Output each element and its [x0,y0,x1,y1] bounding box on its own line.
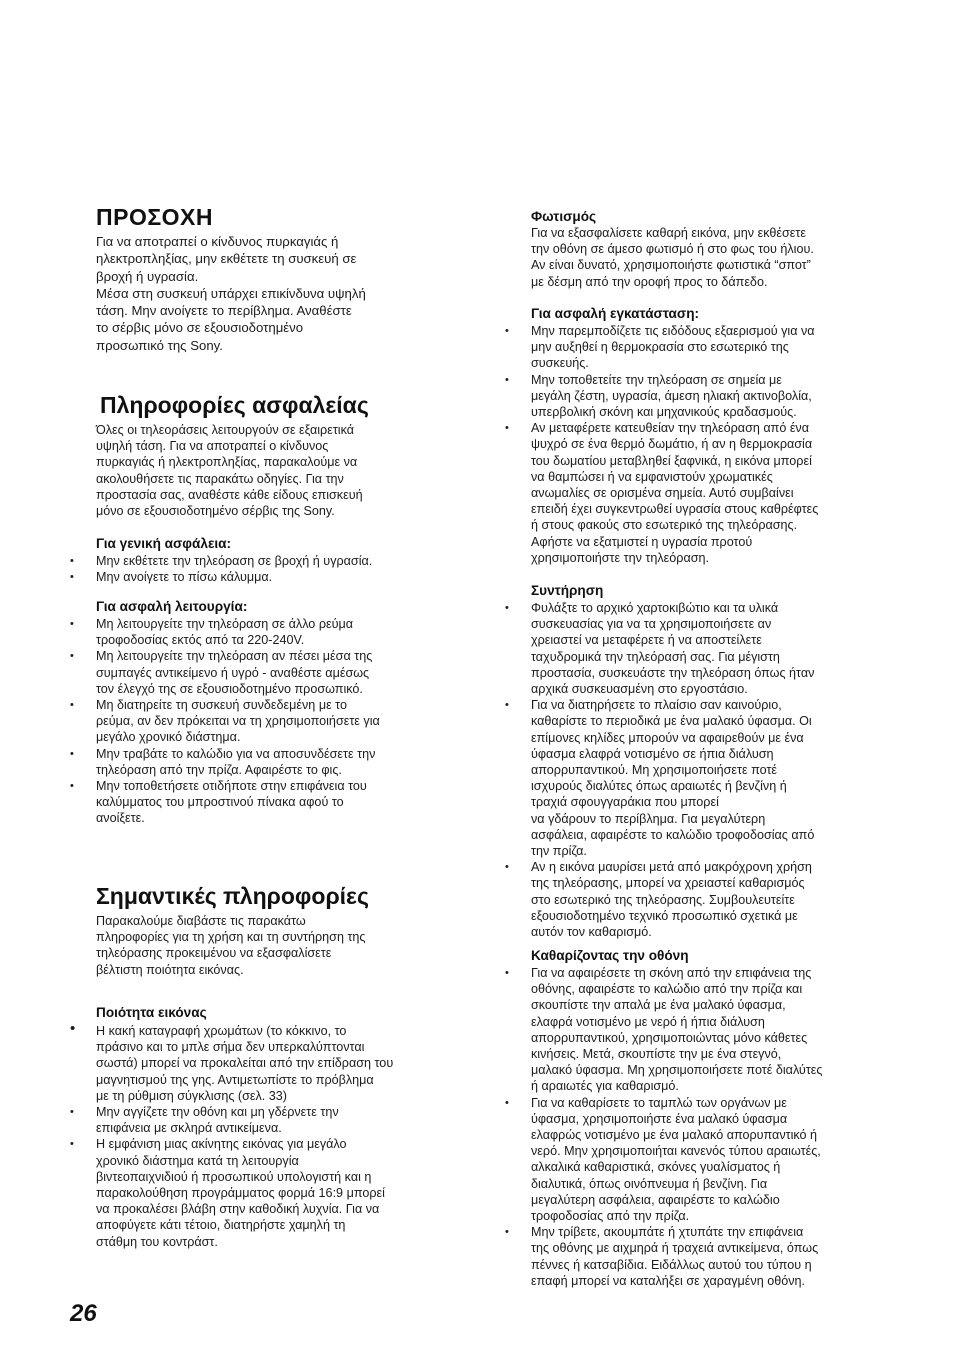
maintenance-heading: Συντήρηση [531,583,604,598]
cleaning-section [505,948,889,1289]
safety-section [96,392,458,519]
list-item: • Για να καθαρίσετε το ταμπλώ των οργάνων με ύφασμα, χρησιμοποιήστε ένα μαλακό ύφασμα ελαφρώς νοτισμένο με ένα μαλακό απορυπαντικό ή νερό. Μην χρησιμοποιήται κανενός τύπου αραιωτές, αλκαλικά καθαριστικά, σκόνες γυαλίσματος ή διαλυτικά, όπως οινόπνευμα ή βενζίνη. Για μεγαλύτερη ασφάλεια, αφαιρέστε το καλώδιο τροφοδοσίας από την πρίζα. [505,1095,821,1224]
list-item: • Φυλάξτε το αρχικό χαρτοκιβώτιο και τα υλικά συσκευασίας για να τα χρησιμοποιήσετε αν χρειαστεί να μεταφέρετε ή να αποστείλετε ταχυδρομικά την τηλεόρασή σας. Για μέγιστη προστασία, συσκευάστε την τηλεόραση όπως ήταν αρχικά συσκευασμένη στο εργοστάσιο. [505,601,815,697]
safety-intro: Όλες οι τηλεοράσεις λειτουργούν σε εξαιρετικά υψηλή τάση. Για να αποτραπεί ο κίνδυνος πυρκαγιάς ή ηλεκτροπληξίας, παρακαλούμε να ακολουθήσετε τις παρακάτω οδηγίες. Για την προστασία σας, αναθέστε κάθε είδους επισκευή μόνο σε εξουσιοδοτημένο σέρβις της Sony. [96,423,363,519]
lighting-text: Για να εξασφαλίσετε καθαρή εικόνα, μην εκθέσετε την οθόνη σε άμεσο φωτισμό ή στο φως του ήλιου. Αν είναι δυνατό, χρησιμοποιήστε φωτιστικά “σποτ” με δέσμη από την οροφή προς το δάπεδο. [531,226,814,289]
picture-quality [70,1005,458,1250]
maintenance-list [505,600,889,940]
list-item: • Μη λειτουργείτε την τηλεόραση αν πέσει μέσα της συμπαγές αντικείμενο ή υγρό - αναθέστε αμέσως τον έλεγχό της σε εξουσιοδοτημένο προσωπικό. [70,649,373,696]
general-safety-list [70,553,373,585]
safety-title: Πληροφορίες ασφαλείας [100,392,369,418]
picture-quality-list [70,1020,458,1250]
operation-safety-list [70,616,458,827]
list-item: • Η κακή καταγραφή χρωμάτων (το κόκκινο, το πράσινο και το μπλε σήμα δεν υπερκαλύπτονται σωστά) μπορεί να προκαλείται από την επίδραση του μαγνητισμού της γης. Αντιμετωπίστε το πρόβλημα με τη ρύθμιση σύγκλισης (σελ. 33) [70,1020,394,1103]
caution-title: ΠΡΟΣΟΧΗ [96,204,213,230]
picture-quality-heading: Ποιότητα εικόνας [96,1005,207,1020]
lighting-section [531,209,889,290]
cleaning-heading: Καθαρίζοντας την οθόνη [531,948,689,963]
list-item: • Μην τοποθετήσετε οτιδήποτε στην επιφάνεια του καλύμματος του μπροστινού πίνακα αφού το ανοίξετε. [70,779,367,826]
list-item: • Μην παρεμποδίζετε τις ειδόδους εξαερισμού για να μην αυξηθεί η θερμοκρασία στο εσωτερικό της συσκευής. [505,324,815,371]
list-item: • Μην τοποθετείτε την τηλεόραση σε σημεία με μεγάλη ζέστη, υγρασία, άμεση ηλιακή ακτινοβολία, υπερβολική σκόνη και μηχανικούς κραδασμούς. [505,372,812,420]
cleaning-list [505,965,889,1289]
list-item: • Μην ανοίγετε το πίσω κάλυμμα. [70,570,273,585]
operation-safety-heading: Για ασφαλή λειτουργία: [96,599,248,614]
list-item: • Μην τραβάτε το καλώδιο για να αποσυνδέσετε την τηλεόραση από την πρίζα. Αφαιρέστε το φις. [70,746,376,777]
list-item: • Μην εκθέτετε την τηλεόραση σε βροχή ή υγρασία. [70,554,373,568]
important-intro: Παρακαλούμε διαβάστε τις παρακάτω πληροφορίες για τη χρήση και τη συντήρηση της τηλεόρασης προκειμένου να εξασφαλίσετε βέλτιστη ποιότητα εικόνας. [96,914,366,977]
general-safety-heading: Για γενική ασφάλεια: [96,536,232,551]
important-section [96,883,458,978]
caution-text: Για να αποτραπεί ο κίνδυνος πυρκαγιάς ή ηλεκτροπληξίας, μην εκθέτετε τη συσκευή σε βροχή ή υγρασία. Μέσα στη συσκευή υπάρχει επικίνδυνα υψηλή τάση. Μην ανοίγετε το περίβλημα. Αναθέστε το σέρβις μόνο σε εξουσιοδοτημένο προσωπικό της Sony. [96,234,366,353]
operation-safety [70,599,458,827]
list-item: • Αν μεταφέρετε κατευθείαν την τηλεόραση από ένα ψυχρό σε ένα θερμό δωμάτιο, ή αν η θερμοκρασία του δωματίου μεταβληθεί ξαφνικά, η εικόνα μπορεί να θαμπώσει ή να εμφανιστούν χρωματικές ανωμαλίες σε ορισμένα σημεία. Αυτό συμβαίνει επειδή έχει συγκεντρωθεί υγρασία στους καθρέφτες ή στους φακούς στο εσωτερικό της τηλεόρασης. Αφήστε να εξατμιστεί η υγρασία προτού χρησιμοποιήστε την τηλεόραση. [505,421,819,565]
list-item: • Μην αγγίζετε την οθόνη και μη γδέρνετε την επιφάνεια με σκληρά αντικείμενα. [70,1105,339,1136]
caution-section [96,204,458,354]
list-item: • Αν η εικόνα μαυρίσει μετά από μακρόχρονη χρήση της τηλεόρασης, μπορεί να χρειαστεί καθαρισμός στο εσωτερικό της τηλεόρασης. Συμβουλευτείτε εξουσιοδοτημένο τεχνικό προσωπικό σχετικά με αυτόν τον καθαρισμό. [505,860,812,940]
installation-heading: Για ασφαλή εγκατάσταση: [531,306,700,321]
list-item: • Μην τρίβετε, ακουμπάτε ή χτυπάτε την επιφάνεια της οθόνης με αιχμηρά ή τραχειά αντικείμενα, όπως πέννες ή κατσαβίδια. Ειδάλλως αυτού του τύπου η επαφή μπορεί να καταλήξει σε χαραγμένη οθόνη. [505,1225,819,1288]
lighting-heading: Φωτισμός [531,209,597,224]
list-item: • Η εμφάνιση μιας ακίνητης εικόνας για μεγάλο χρονικό διάστημα κατά τη λειτουργία βιντεοπαιχνιδιού ή προσωπικού υπολογιστή και η παρακολούθηση προγράμματος φορμά 16:9 μπορεί να προκαλέσει βλάβη στην καθοδική λυχνία. Για να αποφύγετε κάτι τέτοιο, διατηρήστε χαμηλή τη στάθμη του κοντράστ. [70,1137,385,1249]
maintenance-section [505,583,889,940]
list-item: • Για να διατηρήσετε το πλαίσιο σαν καινούριο, καθαρίστε το περιοδικά με ένα μαλακό ύφασμα. Οι επίμονες κηλίδες μπορούν να αφαιρεθούν με ένα ύφασμα ελαφρά νοτισμένο σε ήπια διάλυση απορρυπαντικού. Μη χρησιμοποιήσετε ποτέ ισχυρούς διαλύτες όπως αραιωτές ή βενζίνη ή τραχιά σφουγγαράκια που μπορεί να γδάρουν το περίβλημα. Για μεγαλύτερη ασφάλεια, αφαιρέστε το καλώδιο τροφοδοσίας από την πρίζα. [505,698,815,859]
list-item: • Μη διατηρείτε τη συσκευή συνδεδεμένη με το ρεύμα, αν δεν πρόκειται να τη χρησιμοποιήσετε για μεγάλο χρονικό διάστημα. [70,698,380,745]
list-item: • Μη λειτουργείτε την τηλεόραση σε άλλο ρεύμα τροφοδοσίας εκτός από τα 220-240V. [70,617,354,648]
general-safety [70,536,373,585]
installation-section [505,306,889,566]
installation-list [505,323,889,566]
page-number: 26 [70,1300,97,1327]
list-item: • Για να αφαιρέσετε τη σκόνη από την επιφάνεια της οθόνης, αφαιρέστε το καλώδιο από την πρίζα και σκουπίστε την απαλά με ένα μαλακό ύφασμα, ελαφρά νοτισμένο με νερό ή ήπια διάλυση απορρυπαντικού, χρησιμοποιώντας μόνο κάθετες κινήσεις. Μετά, σκουπίστε την με ένα στεγνό, μαλακό ύφασμα. Μη χρησιμοποιήσετε ποτέ διαλύτες ή αραιωτές για καθαρισμό. [505,966,823,1094]
important-title: Σημαντικές πληροφορίες [96,883,369,909]
